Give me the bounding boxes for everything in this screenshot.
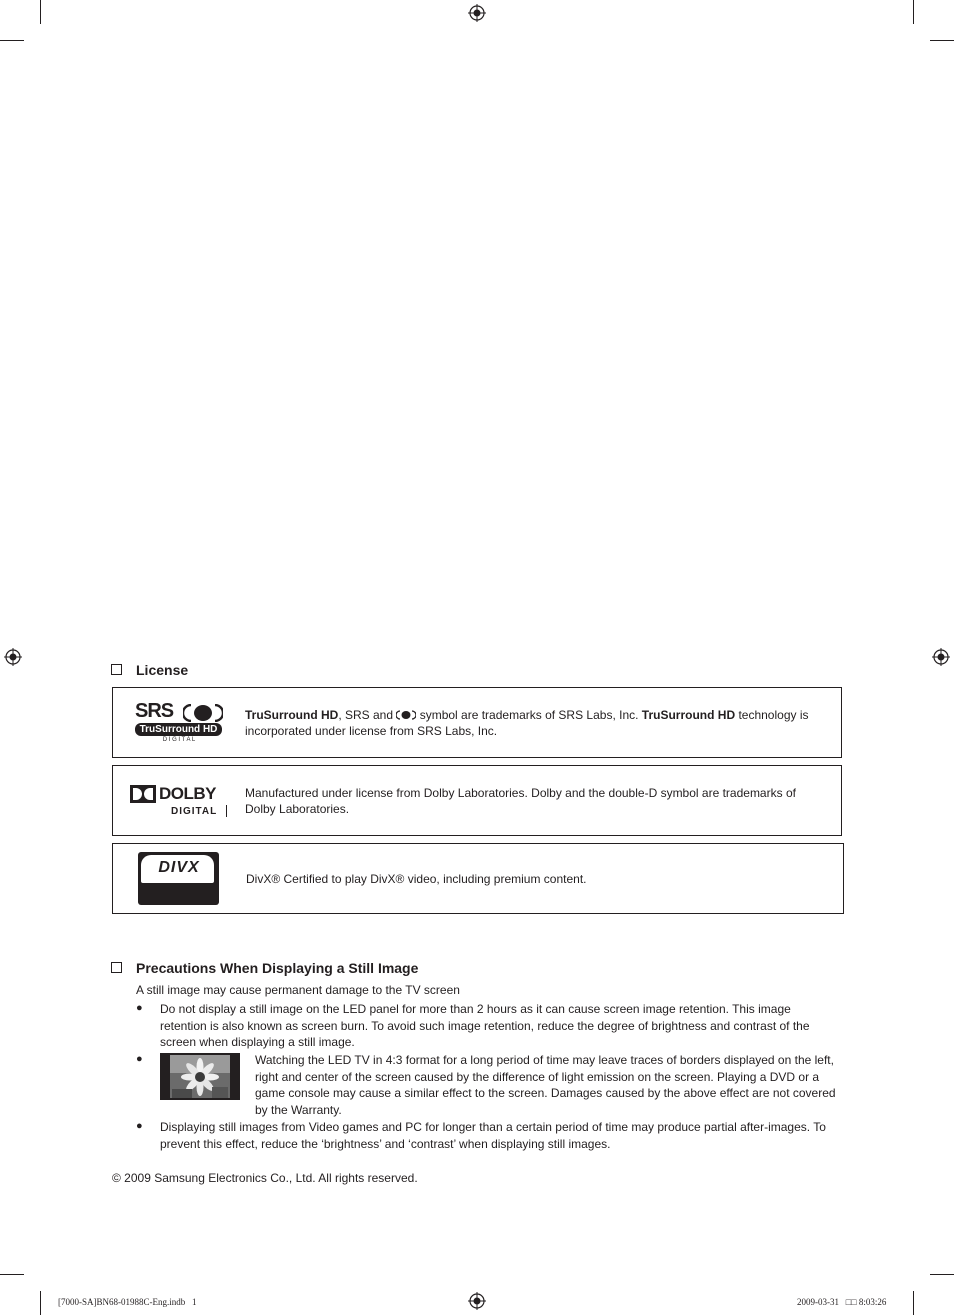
bullet-text: Watching the LED TV in 4:3 format for a long period of time may leave traces of borders displayed on the left, right and center of the screen caused by the difference of light emission on the screen. Playing a DVD or a game console may cause a similar effect to the screen. Damages caused by the above effect are not covered by the Warranty. [255, 1053, 836, 1117]
checkbox-bullet-icon [111, 664, 122, 675]
dolby-license-text: Manufactured under license from Dolby Laboratories. Dolby and the double-D symbol are trademarks of Dolby Laboratories. [245, 786, 796, 816]
divx-license-box [112, 843, 844, 914]
srs-circle-symbol-icon [183, 704, 223, 722]
dolby-logo [130, 784, 230, 820]
registration-mark-icon [468, 4, 486, 22]
srs-license-box [112, 687, 842, 758]
checkbox-bullet-icon [111, 962, 122, 973]
bullet-text: Displaying still images from Video games and PC for longer than a certain period of time may produce partial after-images. To prevent this effect, reduce the ‘brightness’ and ‘contrast’ when displaying still images. [160, 1120, 826, 1151]
divx-logo [138, 852, 219, 905]
crop-mark-br-v [913, 1291, 914, 1315]
precautions-intro: A still image may cause permanent damage to the TV screen [136, 983, 460, 997]
copyright-text: © 2009 Samsung Electronics Co., Ltd. All rights reserved. [112, 1171, 418, 1185]
crop-mark-bl-v [40, 1291, 41, 1315]
registration-mark-icon [468, 1292, 486, 1310]
srs-license-text: TruSurround HD, SRS and symbol are trademarks of SRS Labs, Inc. TruSurround HD technology is incorporated under license from SRS Labs, Inc. [245, 708, 809, 738]
print-footer-file: [7000-SA]BN68-01988C-Eng.indb 1 [58, 1297, 197, 1307]
bullet-icon: ● [136, 1120, 143, 1132]
bullet-text: Do not display a still image on the LED panel for more than 2 hours as it can cause screen image retention. This image retention is also known as screen burn. To avoid such image retention, reduce the degree of brightness and contrast of the screen when displaying a still image. [160, 1002, 810, 1049]
divx-logo-text: DIVX [158, 859, 200, 876]
crop-mark-tr-v [913, 0, 914, 24]
registration-mark-icon [4, 648, 22, 666]
dolby-logo-bar [226, 805, 227, 817]
registration-mark-icon [932, 648, 950, 666]
double-d-icon [130, 785, 156, 803]
divx-license-text: DivX® Certified to play DivX® video, including premium content. [246, 872, 587, 886]
srs-band: TruSurround HD [135, 723, 222, 736]
dolby-logo-text: DOLBY [159, 784, 216, 803]
bullet-icon: ● [136, 1053, 143, 1065]
print-footer-date: 2009-03-31 □□ 8:03:26 [797, 1297, 887, 1307]
srs-logo-text: SRS [135, 700, 174, 722]
dolby-logo-sub: DIGITAL [171, 806, 218, 817]
crop-mark-tl-h [0, 40, 24, 41]
license-heading: License [111, 662, 188, 678]
bullet-icon: ● [136, 1002, 143, 1014]
crop-mark-bl-h [0, 1274, 24, 1275]
tv-still-image [160, 1053, 240, 1100]
crop-mark-br-h [930, 1274, 954, 1275]
flower-image-icon [160, 1053, 240, 1100]
srs-logo [135, 702, 225, 746]
crop-mark-tr-h [930, 40, 954, 41]
srs-inline-symbol-icon [396, 710, 416, 720]
crop-mark-tl-v [40, 0, 41, 24]
precautions-heading: Precautions When Displaying a Still Image [111, 960, 418, 976]
dolby-license-box [112, 765, 842, 836]
srs-logo-sub: D I G I T A L [162, 737, 196, 743]
